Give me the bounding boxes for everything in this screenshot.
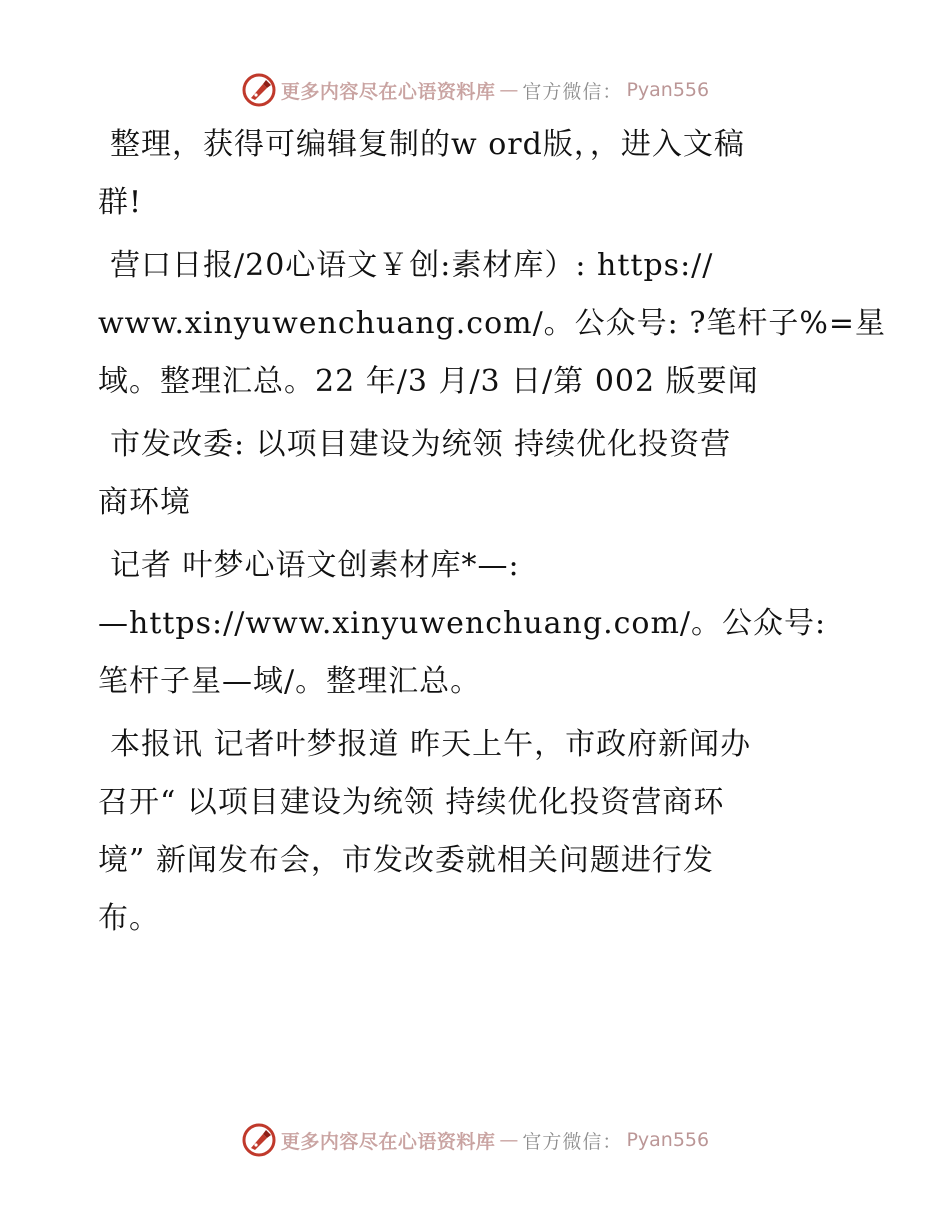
text-line: 域。整理汇总。22 年/3 月/3 日/第 002 版要闻 — [98, 364, 759, 399]
banner-wechat-id: Pyan556 — [626, 79, 710, 101]
text-line: 境” 新闻发布会，市发改委就相关问题进行发 — [98, 843, 714, 878]
footer-banner — [0, 1120, 950, 1160]
byline-paragraph — [98, 537, 858, 711]
text-line: 布。 — [98, 901, 160, 936]
pen-nib-circle-icon — [241, 72, 277, 108]
text-line: —https://www.xinyuwenchuang.com/。公众号: — [98, 606, 827, 641]
banner-main-text: 更多内容尽在心语资料库 — [280, 80, 496, 103]
banner-wechat-id: Pyan556 — [626, 1129, 710, 1151]
banner-separator: — — [499, 79, 519, 101]
text-line: 召开“ 以项目建设为统领 持续优化投资营商环 — [98, 785, 725, 820]
banner-main-text: 更多内容尽在心语资料库 — [280, 1130, 496, 1153]
lead-paragraph — [98, 716, 858, 948]
text-line: 整理，获得可编辑复制的w ord版，，进入文稿 — [110, 127, 745, 162]
text-line: www.xinyuwenchuang.com/。公众号: ?笔杆子%=星 — [98, 306, 887, 341]
text-line: 商环境 — [98, 485, 191, 520]
text-line: 记者 叶梦心语文创素材库*—: — [110, 548, 520, 583]
banner-separator: — — [499, 1129, 519, 1151]
document-body — [98, 116, 887, 953]
text-line: 营口日报/20心语文￥创:素材库）: https:// — [110, 248, 714, 283]
banner-wechat-label: 官方微信： — [522, 1130, 623, 1153]
banner-wechat-label: 官方微信： — [522, 80, 623, 103]
text-line: 笔杆子星—域/。整理汇总。 — [98, 664, 482, 699]
text-line: 本报讯 记者叶梦报道 昨天上午，市政府新闻办 — [110, 727, 752, 762]
header-banner — [0, 70, 950, 110]
text-line: 市发改委: 以项目建设为统领 持续优化投资营 — [110, 427, 732, 462]
article-title — [98, 416, 858, 532]
pen-nib-circle-icon — [241, 1122, 277, 1158]
paragraph-1 — [98, 116, 858, 232]
paragraph-2 — [98, 237, 887, 411]
text-line: 群! — [98, 185, 143, 220]
